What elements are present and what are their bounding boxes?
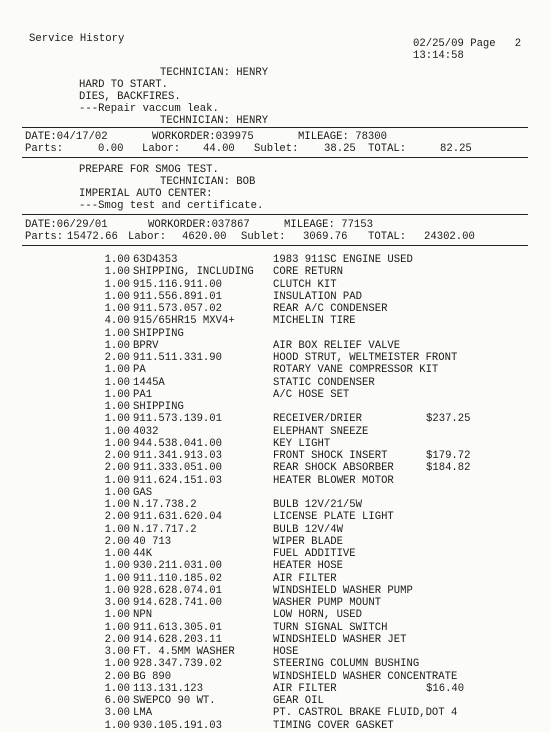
item-description: CORE RETURN — [273, 266, 343, 279]
line-item-row — [0, 279, 550, 291]
sublet-amount: 3069.76 — [303, 231, 348, 243]
item-part-number: 944.538.041.00 — [133, 437, 223, 450]
line-item-row — [0, 487, 550, 499]
line-item-row — [0, 695, 550, 707]
item-description: FRONT SHOCK INSERT — [273, 450, 388, 462]
labor-amount: 44.00 — [203, 143, 235, 155]
item-qty: 1.00 — [104, 548, 130, 560]
item-qty: 2.00 — [104, 462, 130, 475]
item-qty: 1.00 — [104, 425, 130, 438]
item-description: REAR SHOCK ABSORBER — [273, 462, 394, 475]
note-line: ---Smog test and certificate. — [79, 200, 264, 212]
item-description: WIPER BLADE — [273, 535, 343, 548]
line-item-row — [0, 254, 550, 266]
line-item-row — [0, 585, 550, 597]
item-part-number: 911.631.620.04 — [133, 511, 223, 524]
item-part-number: 930.211.031.00 — [133, 560, 223, 573]
order-date: DATE:04/17/02 — [25, 131, 108, 143]
line-item-row — [0, 622, 550, 634]
item-part-number: SHIPPING — [133, 401, 184, 413]
line-item-row — [0, 646, 550, 658]
item-part-number: N.17.717.2 — [133, 523, 197, 536]
item-description: MICHELIN TIRE — [273, 315, 356, 328]
item-description: HOSE — [273, 646, 299, 658]
item-part-number: 911.556.891.01 — [133, 290, 223, 303]
line-item-row — [0, 377, 550, 389]
item-part-number: 63D4353 — [133, 254, 178, 266]
item-qty: 3.00 — [104, 597, 130, 609]
line-item-row — [0, 671, 550, 683]
line-item-row — [0, 560, 550, 572]
note-line: DIES, BACKFIRES. — [79, 91, 181, 103]
item-qty: 1.00 — [104, 388, 130, 401]
parts-amount: 0.00 — [98, 143, 124, 155]
line-item-row — [0, 389, 550, 401]
line-item-row — [0, 303, 550, 315]
parts-amount: 15472.66 — [67, 231, 118, 243]
item-price: $237.25 — [426, 413, 471, 426]
item-part-number: 911.341.913.03 — [133, 450, 223, 462]
item-part-number: 914.628.203.11 — [133, 633, 223, 646]
line-item-row — [0, 462, 550, 474]
item-qty: 1.00 — [104, 523, 130, 536]
item-qty: 1.00 — [104, 572, 130, 585]
item-part-number: 40 713 — [133, 535, 172, 548]
line-item-row — [0, 266, 550, 278]
item-description: ROTARY VANE COMPRESSOR KIT — [273, 364, 439, 377]
line-item-row — [0, 352, 550, 364]
item-part-number: PA1 — [133, 388, 153, 401]
labor-amount: 4620.00 — [182, 231, 227, 243]
line-item-row — [0, 475, 550, 487]
item-price: $179.72 — [426, 450, 471, 462]
item-part-number: 113.131.123 — [133, 682, 203, 695]
note-line: IMPERIAL AUTO CENTER: — [79, 188, 213, 200]
item-qty: 1.00 — [104, 486, 130, 499]
item-qty: 1.00 — [104, 474, 130, 487]
item-qty: 1.00 — [104, 658, 130, 671]
item-qty: 1.00 — [104, 339, 130, 352]
item-part-number: 44K — [133, 548, 153, 560]
line-item-row — [0, 573, 550, 585]
item-part-number: 911.110.185.02 — [133, 572, 223, 585]
line-item-row — [0, 511, 550, 523]
item-qty: 4.00 — [104, 315, 130, 328]
item-qty: 2.00 — [104, 633, 130, 646]
item-qty: 2.00 — [104, 450, 130, 462]
item-part-number: 928.628.074.01 — [133, 584, 223, 597]
item-qty: 6.00 — [104, 695, 130, 707]
note-line: ---Repair vaccum leak. — [79, 103, 219, 115]
item-description: AIR BOX RELIEF VALVE — [273, 339, 401, 352]
parts-label: Parts: — [25, 231, 64, 243]
item-qty: 1.00 — [104, 266, 130, 279]
item-part-number: LMA — [133, 707, 153, 720]
total-amount: 24302.00 — [424, 231, 475, 243]
item-qty: 1.00 — [104, 609, 130, 622]
note-line: HARD TO START. — [79, 79, 169, 91]
labor-label: Labor: — [128, 231, 167, 243]
item-qty: 1.00 — [104, 303, 130, 315]
item-qty: 1.00 — [104, 401, 130, 413]
item-part-number: N.17.738.2 — [133, 499, 197, 511]
item-price: $184.82 — [426, 462, 471, 475]
sublet-amount: 38.25 — [324, 143, 356, 155]
line-item-row — [0, 413, 550, 425]
item-qty: 1.00 — [104, 560, 130, 573]
line-item-row — [0, 401, 550, 413]
item-description: KEY LIGHT — [273, 437, 331, 450]
item-description: HOOD STRUT, WELTMEISTER FRONT — [273, 352, 458, 364]
line-item-row — [0, 364, 550, 376]
item-part-number: 911.511.331.90 — [133, 352, 223, 364]
item-qty: 1.00 — [104, 290, 130, 303]
section-divider — [22, 214, 528, 215]
item-description: TURN SIGNAL SWITCH — [273, 621, 388, 634]
report-title: Service History — [29, 33, 125, 45]
sublet-label: Sublet: — [241, 231, 286, 243]
item-part-number: 911.333.051.00 — [133, 462, 223, 475]
parts-label: Parts: — [25, 143, 64, 155]
item-part-number: 914.628.741.00 — [133, 597, 223, 609]
line-item-row — [0, 548, 550, 560]
item-part-number: 930.105.191.03 — [133, 719, 223, 732]
line-item-row — [0, 720, 550, 732]
item-description: BULB 12V/4W — [273, 523, 343, 536]
total-amount: 82.25 — [440, 143, 472, 155]
item-qty: 3.00 — [104, 646, 130, 658]
section-divider — [22, 127, 528, 128]
item-description: HEATER BLOWER MOTOR — [273, 474, 394, 487]
item-description: AIR FILTER — [273, 682, 337, 695]
line-item-row — [0, 597, 550, 609]
item-part-number: 915/65HR15 MXV4+ — [133, 315, 235, 328]
section-divider — [22, 245, 528, 246]
item-qty: 1.00 — [104, 499, 130, 511]
item-part-number: NPN — [133, 609, 153, 622]
item-qty: 1.00 — [104, 327, 130, 340]
item-part-number: SHIPPING, INCLUDING — [133, 266, 254, 279]
item-description: REAR A/C CONDENSER — [273, 303, 388, 315]
item-description: WINDSHIELD WASHER CONCENTRATE — [273, 670, 458, 683]
sublet-label: Sublet: — [254, 143, 299, 155]
item-part-number: 911.573.139.01 — [133, 413, 223, 426]
note-line: PREPARE FOR SMOG TEST. — [79, 164, 219, 176]
item-description: 1983 911SC ENGINE USED — [273, 254, 413, 266]
item-description: ELEPHANT SNEEZE — [273, 425, 369, 438]
item-description: STEERING COLUMN BUSHING — [273, 658, 420, 671]
line-item-row — [0, 315, 550, 327]
item-description: AIR FILTER — [273, 572, 337, 585]
line-item-row — [0, 658, 550, 670]
item-description: LICENSE PLATE LIGHT — [273, 511, 394, 524]
item-description: WINDSHIELD WASHER JET — [273, 633, 407, 646]
item-part-number: FT. 4.5MM WASHER — [133, 646, 235, 658]
item-qty: 1.00 — [104, 621, 130, 634]
item-price: $16.40 — [426, 682, 465, 695]
item-qty: 1.00 — [104, 584, 130, 597]
report-time: 13:14:58 — [413, 50, 464, 62]
line-item-row — [0, 450, 550, 462]
line-item-row — [0, 499, 550, 511]
item-qty: 1.00 — [104, 719, 130, 732]
item-qty: 2.00 — [104, 511, 130, 524]
line-item-row — [0, 291, 550, 303]
line-item-row — [0, 438, 550, 450]
item-description: RECEIVER/DRIER — [273, 413, 363, 426]
item-qty: 3.00 — [104, 707, 130, 720]
item-description: FUEL ADDITIVE — [273, 548, 356, 560]
line-item-row — [0, 536, 550, 548]
item-part-number: GAS — [133, 486, 153, 499]
item-qty: 1.00 — [104, 413, 130, 426]
technician-line: TECHNICIAN: BOB — [160, 176, 256, 188]
item-qty: 2.00 — [104, 670, 130, 683]
item-qty: 1.00 — [104, 682, 130, 695]
order-workorder: WORKORDER:039975 — [152, 131, 254, 143]
item-part-number: 4032 — [133, 425, 159, 438]
technician-line: TECHNICIAN: HENRY — [160, 67, 269, 79]
item-qty: 1.00 — [104, 278, 130, 291]
item-description: STATIC CONDENSER — [273, 376, 375, 389]
item-description: PT. CASTROL BRAKE FLUID,DOT 4 — [273, 707, 458, 720]
line-item-row — [0, 340, 550, 352]
line-item-row — [0, 426, 550, 438]
order-workorder: WORKORDER:037867 — [148, 219, 250, 231]
item-description: INSULATION PAD — [273, 290, 363, 303]
item-qty: 2.00 — [104, 352, 130, 364]
item-part-number: BPRV — [133, 339, 159, 352]
item-part-number: SHIPPING — [133, 327, 184, 340]
order-mileage: MILEAGE: 78300 — [298, 131, 388, 143]
item-qty: 1.00 — [104, 437, 130, 450]
line-item-row — [0, 609, 550, 621]
item-description: GEAR OIL — [273, 695, 324, 707]
order-mileage: MILEAGE: 77153 — [284, 219, 374, 231]
line-item-row — [0, 524, 550, 536]
item-part-number: PA — [133, 364, 146, 377]
labor-label: Labor: — [142, 143, 181, 155]
item-part-number: BG 890 — [133, 670, 172, 683]
item-qty: 1.00 — [104, 254, 130, 266]
item-part-number: 928.347.739.02 — [133, 658, 223, 671]
item-part-number: 1445A — [133, 376, 165, 389]
item-part-number: 915.116.911.00 — [133, 278, 223, 291]
total-label: TOTAL: — [368, 231, 407, 243]
item-qty: 2.00 — [104, 535, 130, 548]
item-part-number: 911.573.057.02 — [133, 303, 223, 315]
line-item-row — [0, 328, 550, 340]
order-date: DATE:06/29/01 — [25, 219, 108, 231]
item-description: WINDSHIELD WASHER PUMP — [273, 584, 413, 597]
item-qty: 1.00 — [104, 364, 130, 377]
report-date-page: 02/25/09 Page 2 — [413, 38, 522, 50]
section-divider — [22, 157, 528, 158]
technician-line: TECHNICIAN: HENRY — [160, 115, 269, 127]
line-item-row — [0, 707, 550, 719]
item-description: CLUTCH KIT — [273, 278, 337, 291]
item-description: WASHER PUMP MOUNT — [273, 597, 382, 609]
line-items-list — [0, 254, 550, 732]
line-item-row — [0, 634, 550, 646]
line-item-row — [0, 683, 550, 695]
item-description: TIMING COVER GASKET — [273, 719, 394, 732]
item-qty: 1.00 — [104, 376, 130, 389]
item-description: A/C HOSE SET — [273, 388, 350, 401]
item-description: BULB 12V/21/5W — [273, 499, 363, 511]
item-part-number: 911.613.305.01 — [133, 621, 223, 634]
item-part-number: 911.624.151.03 — [133, 474, 223, 487]
item-part-number: SWEPCO 90 WT. — [133, 695, 216, 707]
total-label: TOTAL: — [368, 143, 407, 155]
item-description: HEATER HOSE — [273, 560, 343, 573]
item-description: LOW HORN, USED — [273, 609, 363, 622]
